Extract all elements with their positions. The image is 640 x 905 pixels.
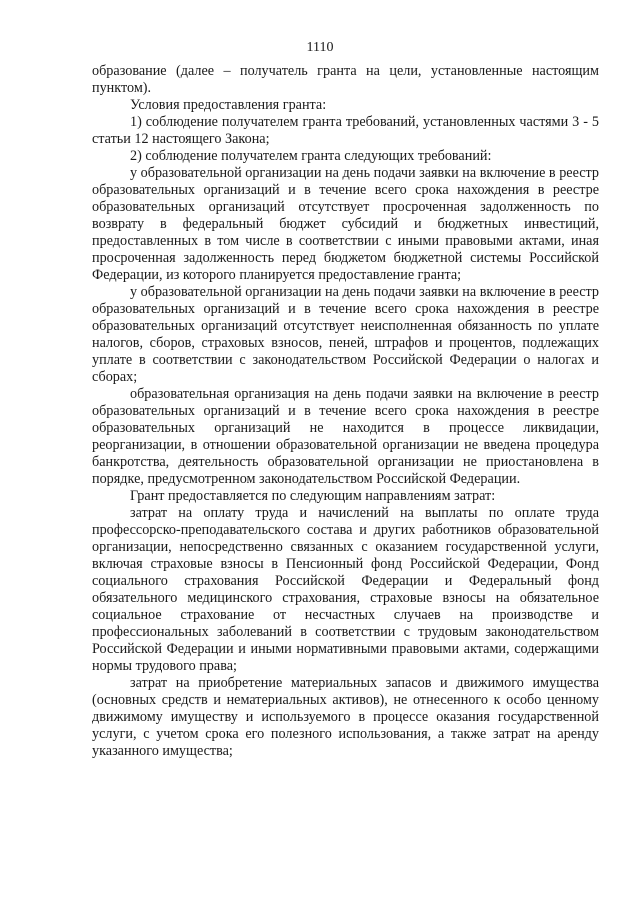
paragraph: у образовательной организации на день подачи заявки на включение в реестр образовательных организаций и в течение всего срока нахождения в реестре образовательных организаций отсутствует неисполненная обязанность по уплате налогов, сборов, страховых взносов, пеней, штрафов и процентов, подлежащих уплате в соответствии с законодательством Российской Федерации о налогах и сборах; — [92, 284, 599, 385]
paragraph: затрат на оплату труда и начислений на выплаты по оплате труда профессорско-преподавательского состава и других работников образовательной организации, непосредственно связанных с оказанием государственной услуги, включая страховые взносы в Пенсионный фонд Российской Федерации, Фонд социального страхования Российской Федерации и Федеральный фонд обязательного медицинского страхования, страховые взносы на обязательное социальное страхование от несчастных случаев на производстве и профессиональных заболеваний в соответствии с трудовым законодательством Российской Федерации и иными нормативными правовыми актами, содержащими нормы трудового права; — [92, 505, 599, 674]
document-body — [92, 63, 599, 760]
page-number: 1110 — [306, 40, 334, 55]
paragraph: образовательная организация на день подачи заявки на включение в реестр образовательных организаций и в течение всего срока нахождения в реестре образовательных организаций не находится в процессе ликвидации, реорганизации, в отношении образовательной организации не введена процедура банкротства, деятельность образовательной организации не приостановлена в порядке, предусмотренном законодательством Российской Федерации. — [92, 386, 599, 487]
paragraph: 1) соблюдение получателем гранта требований, установленных частями 3 - 5 статьи 12 настоящего Закона; — [92, 114, 599, 147]
paragraph: у образовательной организации на день подачи заявки на включение в реестр образовательных организаций и в течение всего срока нахождения в реестре образовательных организаций отсутствует просроченная задолженность по возврату в федеральный бюджет субсидий и бюджетных инвестиций, предоставленных в том числе в соответствии с иными правовыми актами, иная просроченная задолженность перед бюджетом бюджетной системы Российской Федерации, из которого планируется предоставление гранта; — [92, 165, 599, 283]
paragraph: образование (далее – получатель гранта на цели, установленные настоящим пунктом). — [92, 63, 599, 96]
paragraph: 2) соблюдение получателем гранта следующих требований: — [130, 148, 492, 164]
paragraph: затрат на приобретение материальных запасов и движимого имущества (основных средств и нематериальных активов), не отнесенного к особо ценному движимому имуществу и используемого в процессе оказания государственной услуги, с учетом срока его полезного использования, а также затрат на аренду указанного имущества; — [92, 675, 599, 759]
paragraph: Условия предоставления гранта: — [130, 97, 327, 113]
paragraph: Грант предоставляется по следующим направлениям затрат: — [130, 488, 496, 504]
